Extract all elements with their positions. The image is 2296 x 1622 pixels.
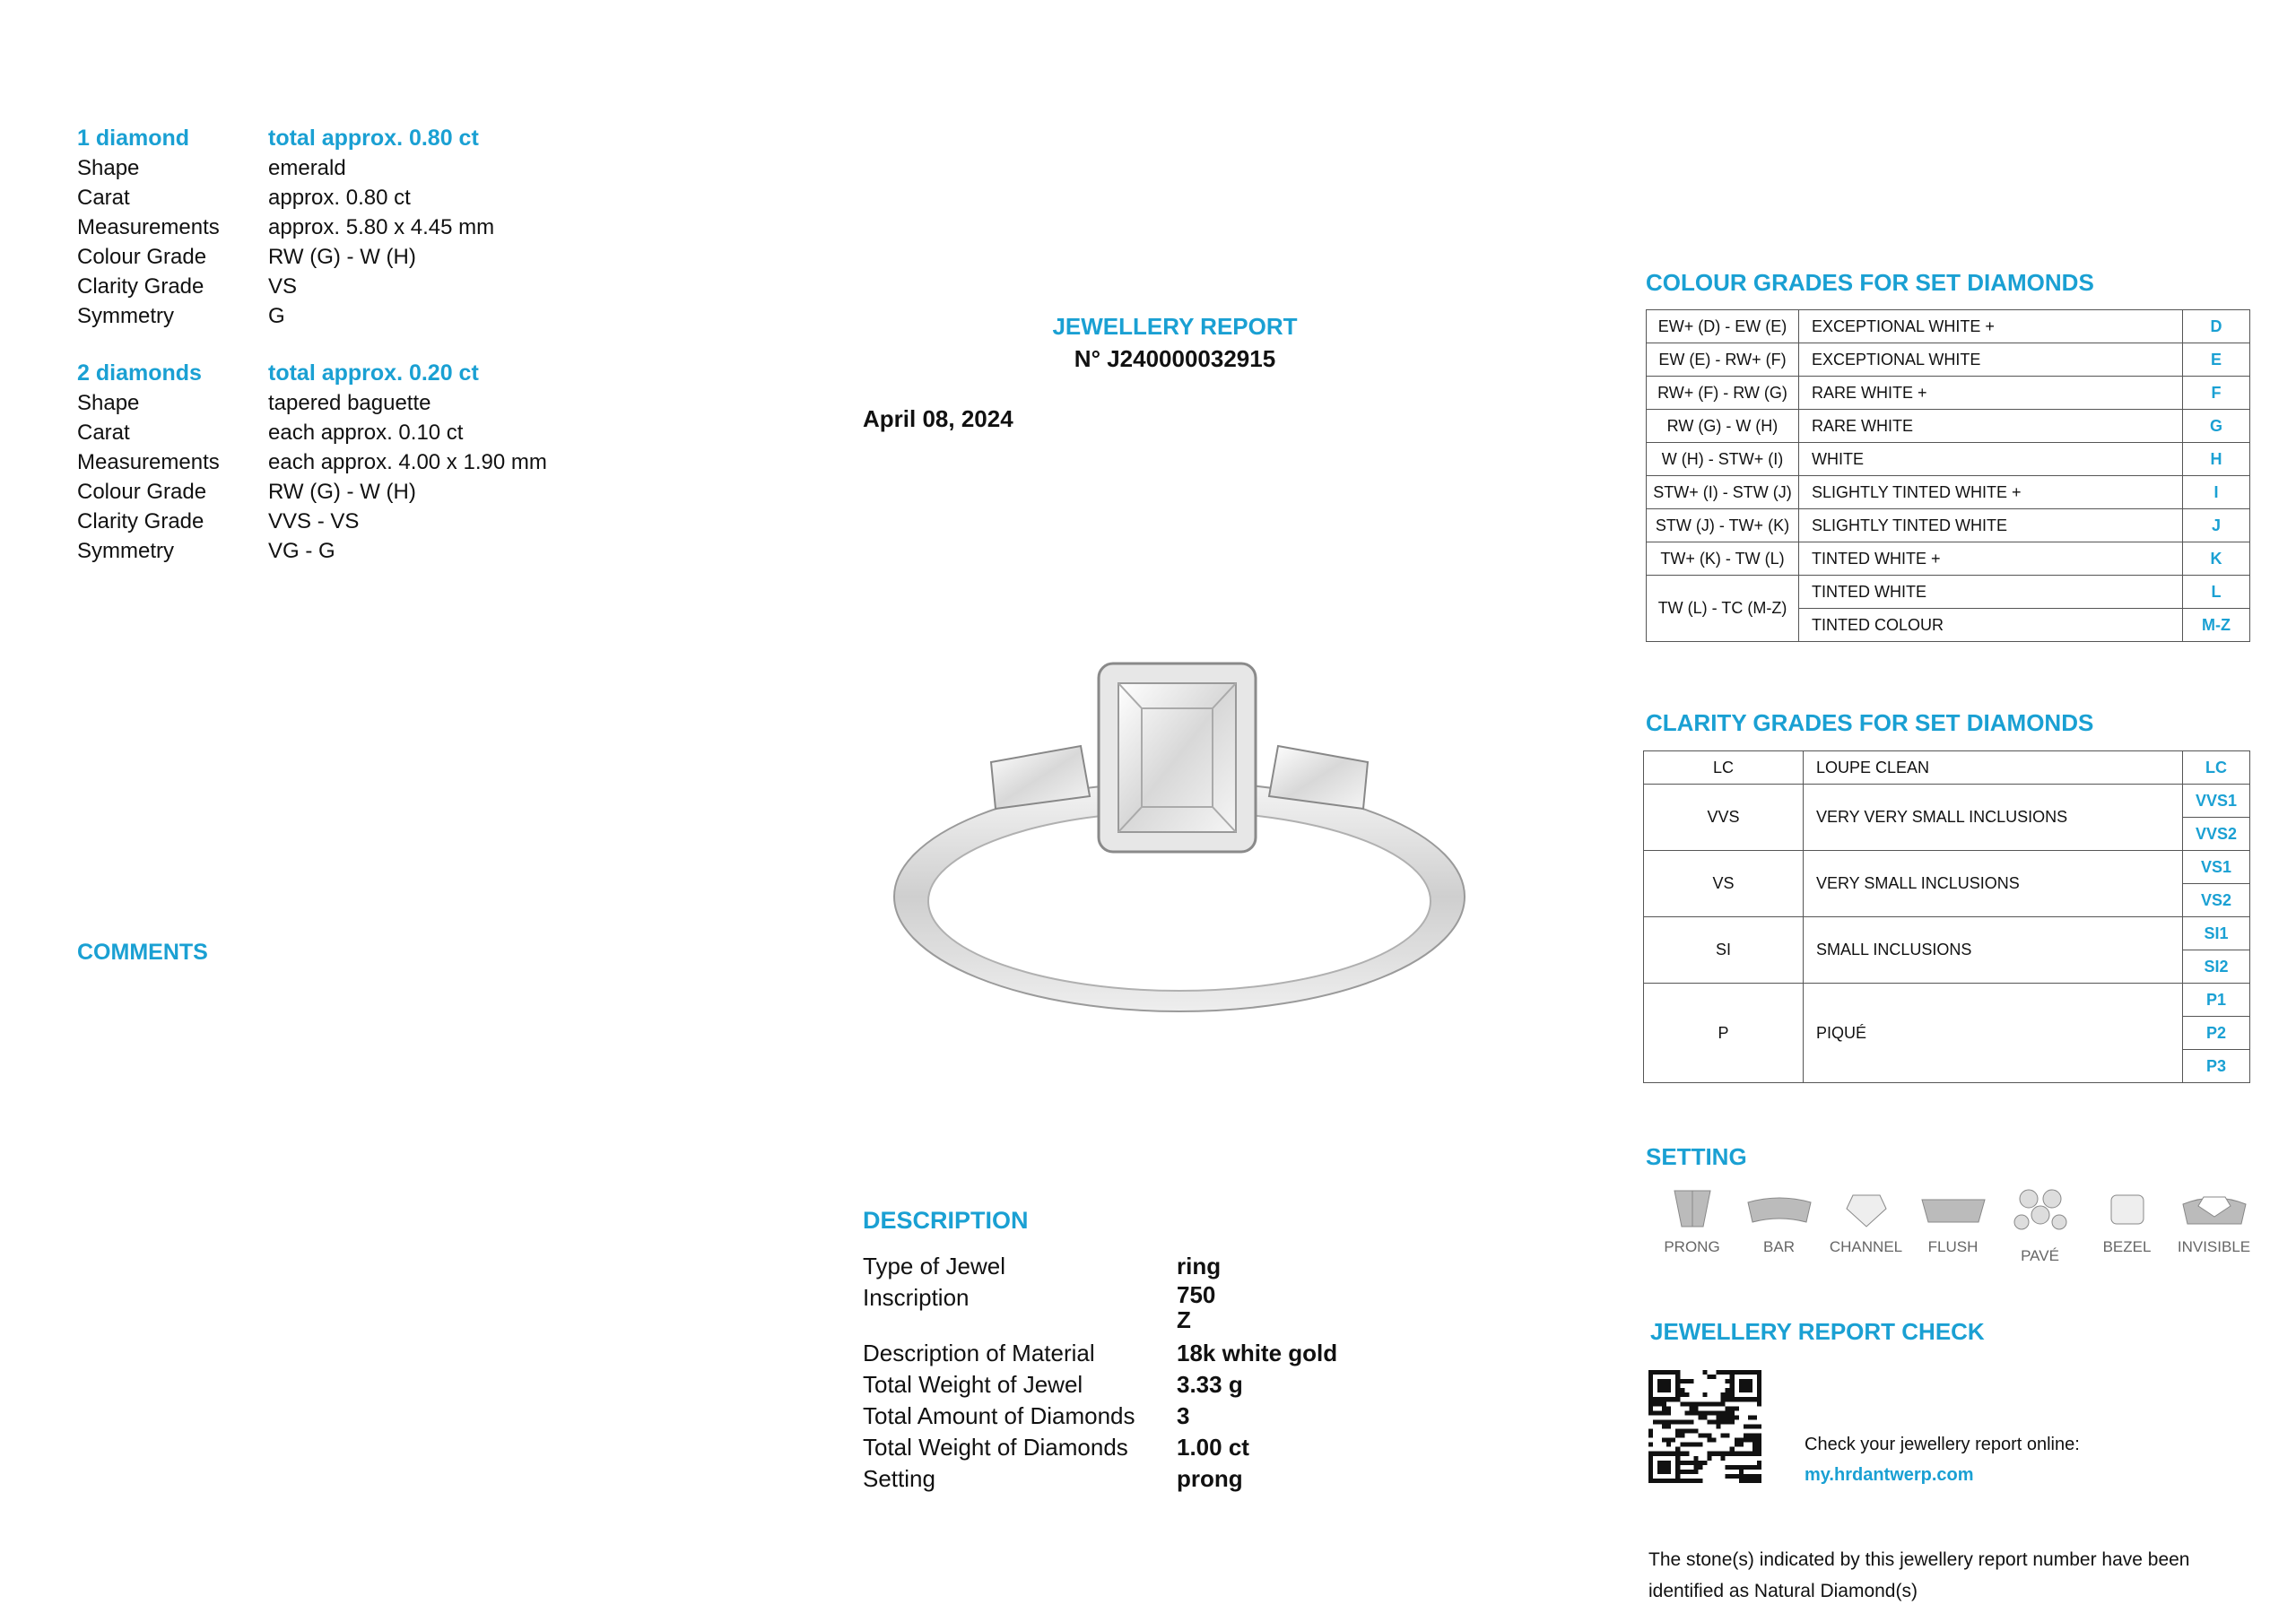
- report-check-title: JEWELLERY REPORT CHECK: [1650, 1318, 1985, 1345]
- colour-name-cell: TINTED COLOUR: [1799, 609, 2183, 642]
- desc-label: Inscription: [863, 1284, 970, 1311]
- spec-value: VG - G: [268, 539, 335, 563]
- clarity-grade-row: [1644, 851, 2250, 884]
- clarity-name-cell: VERY SMALL INCLUSIONS: [1804, 851, 2183, 917]
- spec-label: Symmetry: [77, 304, 174, 328]
- colour-code-cell: F: [2183, 377, 2250, 410]
- check-instruction: Check your jewellery report online:: [1805, 1435, 2080, 1454]
- stone-spec-2: [77, 359, 547, 566]
- spec-value: each approx. 4.00 x 1.90 mm: [268, 450, 547, 474]
- clarity-code-cell: VS2: [2183, 884, 2250, 917]
- colour-name-cell: SLIGHTLY TINTED WHITE +: [1799, 476, 2183, 509]
- colour-grade-row: [1647, 509, 2250, 542]
- colour-name-cell: RARE WHITE +: [1799, 377, 2183, 410]
- setting-label: INVISIBLE: [2177, 1238, 2251, 1255]
- colour-grade-row: [1647, 542, 2250, 576]
- clarity-code-cell: LC: [2183, 751, 2250, 785]
- clarity-code-cell: VVS1: [2183, 785, 2250, 818]
- stone-heading: 2 diamonds: [77, 360, 202, 386]
- desc-value: 3: [1177, 1402, 1190, 1429]
- colour-grade-row: [1647, 576, 2250, 609]
- colour-code-cell: E: [2183, 343, 2250, 377]
- colour-grade-row: [1647, 310, 2250, 343]
- desc-label: Total Amount of Diamonds: [863, 1402, 1135, 1429]
- colour-grade-row: [1647, 443, 2250, 476]
- stone-heading: 1 diamond: [77, 126, 190, 151]
- spec-value: each approx. 0.10 ct: [268, 421, 464, 445]
- setting-label: CHANNEL: [1829, 1238, 1903, 1255]
- spec-value: tapered baguette: [268, 391, 431, 415]
- colour-range-cell: W (H) - STW+ (I): [1647, 443, 1799, 476]
- clarity-code-cell: P2: [2183, 1017, 2250, 1050]
- colour-grade-row: [1647, 377, 2250, 410]
- spec-label: Colour Grade: [77, 480, 207, 504]
- colour-code-cell: L: [2183, 576, 2250, 609]
- clarity-name-cell: PIQUÉ: [1804, 984, 2183, 1083]
- spec-value: RW (G) - W (H): [268, 245, 416, 269]
- spec-value: VS: [268, 274, 298, 299]
- footer-note: The stone(s) indicated by this jewellery report number have been identified as Natural Diamond(s): [1648, 1549, 2190, 1601]
- colour-name-cell: SLIGHTLY TINTED WHITE: [1799, 509, 2183, 542]
- colour-name-cell: TINTED WHITE: [1799, 576, 2183, 609]
- setting-label: PRONG: [1664, 1238, 1720, 1255]
- report-header: [960, 310, 1390, 375]
- colour-name-cell: EXCEPTIONAL WHITE +: [1799, 310, 2183, 343]
- description-section: [863, 1207, 1337, 1495]
- colour-range-cell: EW+ (D) - EW (E): [1647, 310, 1799, 343]
- clarity-grades-table: [1643, 750, 2250, 1083]
- desc-value: prong: [1177, 1465, 1243, 1492]
- clarity-grade-row: [1644, 751, 2250, 785]
- setting-prong: [1648, 1186, 1735, 1265]
- clarity-code-cell: SI2: [2183, 950, 2250, 984]
- clarity-group-cell: VVS: [1644, 785, 1804, 851]
- colour-code-cell: H: [2183, 443, 2250, 476]
- desc-value: 1.00 ct: [1177, 1434, 1249, 1461]
- spec-value: approx. 0.80 ct: [268, 186, 411, 210]
- prong-setting-icon: [1665, 1186, 1719, 1231]
- colour-code-cell: D: [2183, 310, 2250, 343]
- clarity-name-cell: SMALL INCLUSIONS: [1804, 917, 2183, 984]
- spec-label: Symmetry: [77, 539, 174, 563]
- colour-range-cell: RW+ (F) - RW (G): [1647, 377, 1799, 410]
- setting-label: PAVÉ: [2021, 1247, 2059, 1264]
- spec-value: emerald: [268, 156, 346, 180]
- desc-label: Total Weight of Diamonds: [863, 1434, 1128, 1461]
- clarity-grades-title: CLARITY GRADES FOR SET DIAMONDS: [1646, 709, 2094, 736]
- setting-title: SETTING: [1646, 1143, 1747, 1170]
- check-url-link[interactable]: my.hrdantwerp.com: [1805, 1465, 1974, 1485]
- spec-value: VVS - VS: [268, 509, 360, 533]
- colour-name-cell: TINTED WHITE +: [1799, 542, 2183, 576]
- clarity-grade-row: [1644, 785, 2250, 818]
- desc-label: Description of Material: [863, 1340, 1095, 1366]
- colour-grade-row: [1647, 476, 2250, 509]
- spec-label: Carat: [77, 186, 130, 210]
- setting-flush: [1909, 1186, 1996, 1265]
- invisible-setting-icon: [2179, 1186, 2250, 1231]
- clarity-grade-row: [1644, 917, 2250, 950]
- colour-range-cell: EW (E) - RW+ (F): [1647, 343, 1799, 377]
- desc-value: 3.33 g: [1177, 1371, 1243, 1398]
- colour-range-cell: RW (G) - W (H): [1647, 410, 1799, 443]
- stone-total: total approx. 0.80 ct: [268, 126, 479, 151]
- clarity-code-cell: VVS2: [2183, 818, 2250, 851]
- setting-bezel: [2083, 1186, 2170, 1265]
- flush-setting-icon: [1918, 1186, 1989, 1231]
- setting-channel: [1822, 1186, 1909, 1265]
- colour-grade-row: [1647, 343, 2250, 377]
- qr-code-icon[interactable]: [1648, 1370, 1761, 1483]
- colour-name-cell: RARE WHITE: [1799, 410, 2183, 443]
- report-check-text: [1805, 1429, 2080, 1490]
- channel-setting-icon: [1839, 1186, 1893, 1231]
- spec-value: G: [268, 304, 285, 328]
- clarity-group-cell: VS: [1644, 851, 1804, 917]
- clarity-group-cell: P: [1644, 984, 1804, 1083]
- colour-code-cell: J: [2183, 509, 2250, 542]
- setting-invisible: [2170, 1186, 2257, 1265]
- ring-photo: [883, 646, 1466, 1022]
- clarity-group-cell: SI: [1644, 917, 1804, 984]
- spec-value: approx. 5.80 x 4.45 mm: [268, 215, 495, 239]
- comments-title: COMMENTS: [77, 940, 208, 965]
- colour-name-cell: WHITE: [1799, 443, 2183, 476]
- clarity-group-cell: LC: [1644, 751, 1804, 785]
- setting-icons: [1648, 1186, 2257, 1265]
- spec-label: Measurements: [77, 450, 220, 474]
- report-number: N° J240000032915: [1074, 345, 1276, 372]
- setting-label: BAR: [1763, 1238, 1795, 1255]
- colour-grades-table: [1646, 309, 2250, 642]
- report-title: JEWELLERY REPORT: [1052, 313, 1298, 340]
- spec-label: Measurements: [77, 215, 220, 239]
- colour-range-cell: TW (L) - TC (M-Z): [1647, 576, 1799, 642]
- bar-setting-icon: [1744, 1186, 1815, 1231]
- spec-label: Clarity Grade: [77, 274, 204, 299]
- desc-label: Total Weight of Jewel: [863, 1371, 1083, 1398]
- colour-code-cell: K: [2183, 542, 2250, 576]
- clarity-name-cell: LOUPE CLEAN: [1804, 751, 2183, 785]
- setting-label: BEZEL: [2102, 1238, 2152, 1255]
- spec-label: Carat: [77, 421, 130, 445]
- colour-code-cell: M-Z: [2183, 609, 2250, 642]
- spec-value: RW (G) - W (H): [268, 480, 416, 504]
- bezel-setting-icon: [2100, 1186, 2154, 1231]
- spec-label: Shape: [77, 156, 140, 180]
- setting-pave: [1996, 1186, 2083, 1265]
- desc-value: 18k white gold: [1177, 1340, 1338, 1366]
- stone-total: total approx. 0.20 ct: [268, 360, 479, 386]
- pave-setting-icon: [2009, 1186, 2072, 1240]
- spec-label: Clarity Grade: [77, 509, 204, 533]
- clarity-code-cell: VS1: [2183, 851, 2250, 884]
- spec-label: Shape: [77, 391, 140, 415]
- colour-grade-row: [1647, 410, 2250, 443]
- desc-value: 750 Z: [1177, 1281, 1216, 1333]
- colour-range-cell: STW+ (I) - STW (J): [1647, 476, 1799, 509]
- colour-name-cell: EXCEPTIONAL WHITE: [1799, 343, 2183, 377]
- clarity-code-cell: P1: [2183, 984, 2250, 1017]
- report-date: April 08, 2024: [863, 405, 1013, 432]
- spec-label: Colour Grade: [77, 245, 207, 269]
- colour-code-cell: G: [2183, 410, 2250, 443]
- setting-bar: [1735, 1186, 1822, 1265]
- colour-range-cell: STW (J) - TW+ (K): [1647, 509, 1799, 542]
- desc-label: Setting: [863, 1465, 935, 1492]
- description-title: DESCRIPTION: [863, 1207, 1029, 1234]
- colour-range-cell: TW+ (K) - TW (L): [1647, 542, 1799, 576]
- desc-label: Type of Jewel: [863, 1253, 1005, 1279]
- colour-grades-title: COLOUR GRADES FOR SET DIAMONDS: [1646, 269, 2094, 296]
- colour-code-cell: I: [2183, 476, 2250, 509]
- clarity-code-cell: SI1: [2183, 917, 2250, 950]
- clarity-name-cell: VERY VERY SMALL INCLUSIONS: [1804, 785, 2183, 851]
- stone-spec-1: [77, 124, 494, 331]
- setting-label: FLUSH: [1927, 1238, 1979, 1255]
- desc-value: ring: [1177, 1253, 1222, 1279]
- clarity-grade-row: [1644, 984, 2250, 1017]
- clarity-code-cell: P3: [2183, 1050, 2250, 1083]
